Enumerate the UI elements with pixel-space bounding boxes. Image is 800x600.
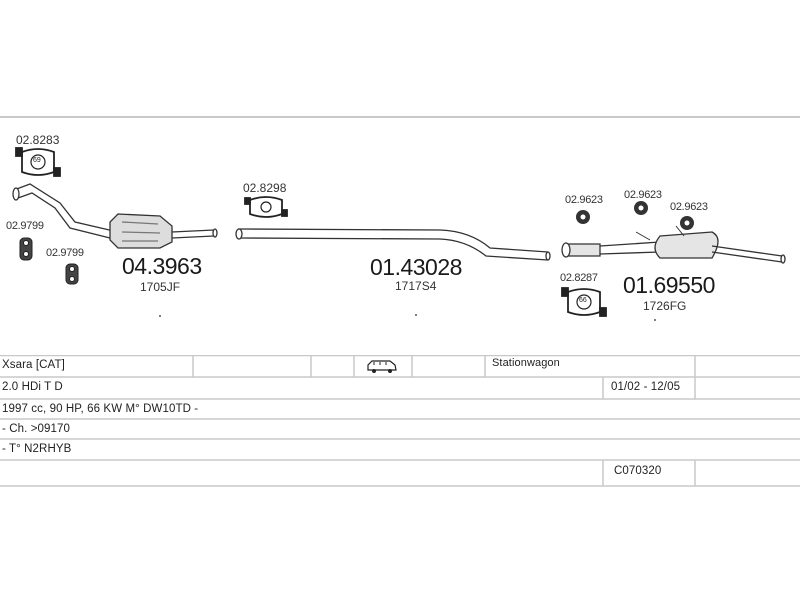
vehicle-engine: 2.0 HDi T D: [2, 381, 63, 393]
hanger-drawing-b: [66, 264, 78, 284]
hanger-drawing-a: [20, 238, 32, 260]
part-reference: 1705JF: [140, 280, 181, 294]
rear-silencer-drawing: [562, 226, 785, 263]
accessory-code: 02.8283: [16, 133, 60, 147]
accessory-code: 02.9799: [6, 220, 44, 232]
vehicle-period: 01/02 - 12/05: [611, 381, 681, 393]
clamp-badge-a: 69: [33, 157, 41, 164]
vehicle-model: Xsara [CAT]: [2, 359, 65, 371]
vehicle-specs: 1997 cc, 90 HP, 66 KW M° DW10TD -: [2, 403, 199, 415]
accessory-code: 02.8298: [243, 181, 287, 195]
accessory-code: 02.9623: [565, 194, 603, 206]
hanger-drawing-d: [634, 201, 648, 215]
hanger-drawing-c: [576, 210, 590, 224]
part-reference: 1726FG: [643, 299, 687, 313]
part-number: 04.3963: [122, 253, 202, 279]
part-number: 01.43028: [370, 254, 462, 280]
accessory-code: 02.9623: [624, 189, 662, 201]
vehicle-body-type: Stationwagon: [492, 357, 560, 369]
accessory-code: 02.9799: [46, 247, 84, 259]
accessory-code: 02.9623: [670, 201, 708, 213]
table-lines: [0, 355, 800, 487]
vehicle-type-code: - T° N2RHYB: [2, 443, 72, 455]
vehicle-chassis: - Ch. >09170: [2, 423, 71, 435]
part-number: 01.69550: [623, 272, 715, 298]
clamp-badge-c: 66: [579, 297, 587, 304]
clamp-drawing-b: [245, 197, 287, 217]
part-reference: 1717S4: [395, 279, 437, 293]
front-pipe-drawing: [13, 184, 217, 248]
catalog-code: C070320: [614, 465, 662, 477]
hanger-drawing-e: [680, 216, 694, 230]
station-wagon-icon: [366, 360, 398, 374]
vehicle-info-table: [0, 355, 800, 487]
accessory-code: 02.8287: [560, 272, 598, 284]
